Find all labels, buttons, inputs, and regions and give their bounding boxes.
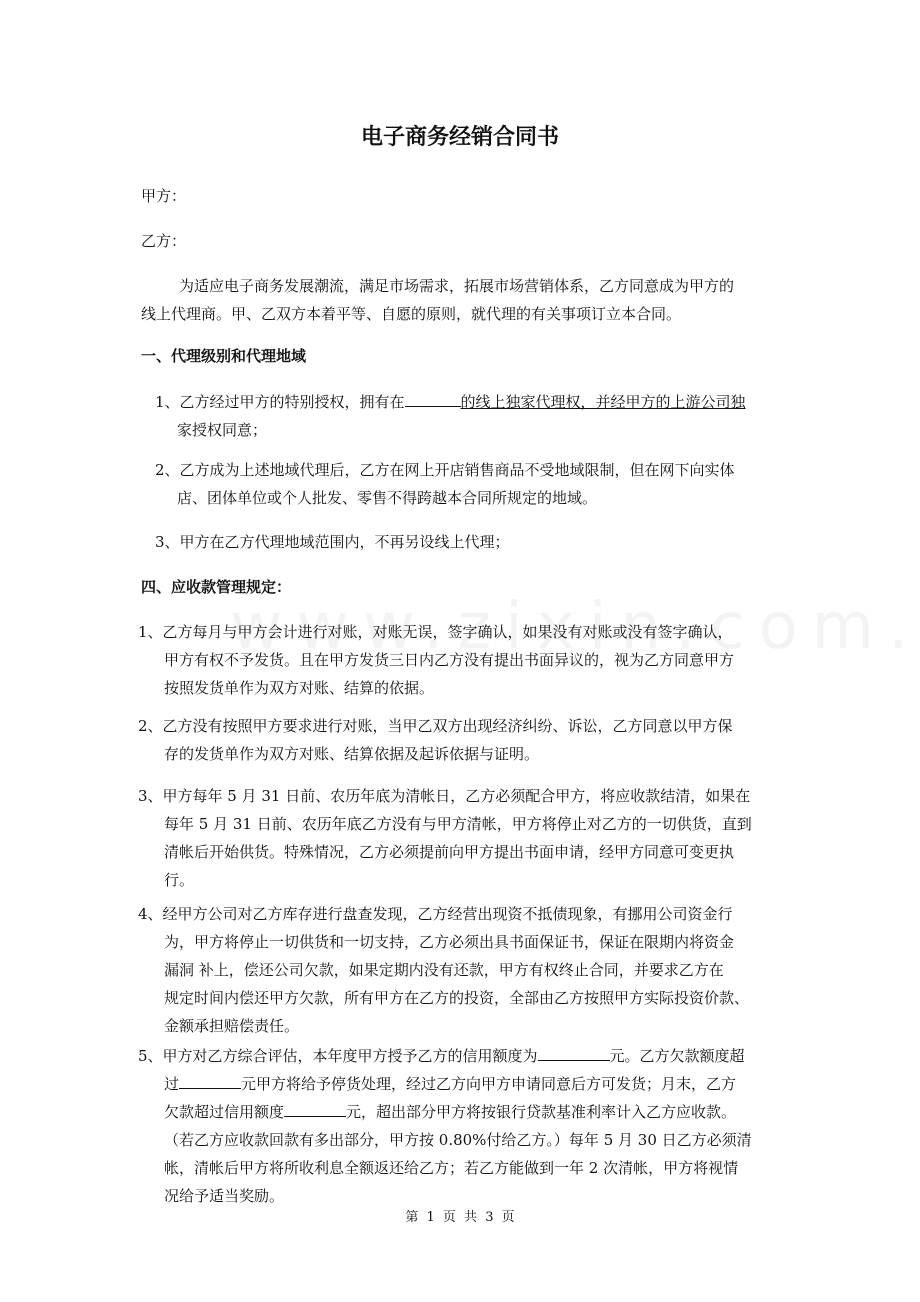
clause-text: 欠款超过信用额度 xyxy=(164,1103,285,1121)
clause-text: 元，超出部分甲方将按银行贷款基准利率计入乙方应收款。 xyxy=(346,1103,737,1121)
clause-line: 2、乙方成为上述地域代理后，乙方在网上开店销售商品不受地域限制，但在网下向实体 xyxy=(155,461,735,479)
clause-line: 家授权同意； xyxy=(177,421,268,439)
section-4-item-3 xyxy=(138,782,752,894)
clause-line: 漏洞 补上，偿还公司欠款，如果定期内没有还款，甲方有权终止合同，并要求乙方在 xyxy=(164,961,724,979)
clause-line: 况给予适当奖励。 xyxy=(164,1187,285,1205)
section-1-item-3 xyxy=(155,528,510,556)
clause-line: 按照发货单作为双方对账、结算的依据。 xyxy=(164,679,435,697)
section-4-item-2 xyxy=(138,712,733,768)
clause-line: 每年 5 月 31 日前、农历年底乙方没有与甲方清帐，甲方将停止对乙方的一切供货，直到 xyxy=(164,815,752,833)
clause-text: 元。乙方欠款额度超 xyxy=(609,1047,745,1065)
page-footer: 第 1 页 共 3 页 xyxy=(405,1210,515,1225)
region-blank xyxy=(405,388,461,407)
clause-line: 3、甲方每年 5 月 31 日前、农历年底为清帐日，乙方必须配合甲方，将应收款结清，如果在 xyxy=(138,787,751,805)
clause-line: 存的发货单作为双方对账、结算依据及起诉依据与证明。 xyxy=(164,745,540,763)
intro-line: 线上代理商。甲、乙双方本着平等、自愿的原则，就代理的有关事项订立本合同。 xyxy=(141,305,682,323)
clause-line: （若乙方应收款回款有多出部分，甲方按 0.80%付给乙方。）每年 5 月 30 日乙方必须清 xyxy=(164,1131,752,1149)
clause-line: 帐，清帐后甲方将所收利息全额返还给乙方；若乙方能做到一年 2 次清帐，甲方将视情 xyxy=(164,1159,739,1177)
party-b-label: 乙方： xyxy=(141,232,187,250)
clause-line: 为，甲方将停止一切供货和一切支持，乙方必须出具书面保证书，保证在限期内将资金 xyxy=(164,933,735,951)
clause-line: 店、团体单位或个人批发、零售不得跨越本合同所规定的地域。 xyxy=(177,489,598,507)
clause-text: 的线上独家代理权，并经甲方的上游公司独 xyxy=(460,393,746,411)
clause-line: 甲方有权不予发货。且在甲方发货三日内乙方没有提出书面异议的，视为乙方同意甲方 xyxy=(164,651,735,669)
clause-line: 3、甲方在乙方代理地域范围内，不再另设线上代理； xyxy=(155,533,510,551)
section-4-heading: 四、应收款管理规定： xyxy=(141,578,292,596)
section-1-item-2 xyxy=(155,456,735,512)
clause-line: 清帐后开始供货。特殊情况，乙方必须提前向甲方提出书面申请，经甲方同意可变更执 xyxy=(164,843,735,861)
section-4-item-1 xyxy=(138,618,734,702)
clause-text: 过 xyxy=(164,1075,180,1093)
clause-line: 1、乙方每月与甲方会计进行对账，对账无误，签字确认，如果没有对账或没有签字确认， xyxy=(138,623,733,641)
intro-line: 为适应电子商务发展潮流，满足市场需求，拓展市场营销体系，乙方同意成为甲方的 xyxy=(179,277,735,295)
clause-line: 2、乙方没有按照甲方要求进行对账，当甲乙双方出现经济纠纷、诉讼，乙方同意以甲方保 xyxy=(138,717,733,735)
clause-line: 规定时间内偿还甲方欠款，所有甲方在乙方的投资，全部由乙方按照甲方实际投资价款、 xyxy=(164,989,750,1007)
clause-text: 5、甲方对乙方综合评估，本年度甲方授予乙方的信用额度为 xyxy=(138,1047,538,1065)
clause-text: 元甲方将给予停货处理，经过乙方向甲方申请同意后方可发货；月末，乙方 xyxy=(241,1075,737,1093)
party-a-label: 甲方： xyxy=(141,187,187,205)
clause-line: 行。 xyxy=(164,871,195,889)
excess-amount-blank xyxy=(284,1098,346,1117)
section-4-item-5 xyxy=(138,1042,752,1210)
overdue-amount-blank xyxy=(179,1070,241,1089)
credit-limit-blank xyxy=(538,1042,610,1061)
document-title: 电子商务经销合同书 xyxy=(360,125,559,150)
intro-paragraph xyxy=(141,272,734,328)
section-1-heading: 一、代理级别和代理地域 xyxy=(141,347,307,365)
section-4-item-4 xyxy=(138,900,749,1040)
clause-text: 1、乙方经过甲方的特别授权，拥有在 xyxy=(155,393,405,411)
clause-line: 金额承担赔偿责任。 xyxy=(164,1017,300,1035)
clause-line: 4、经甲方公司对乙方库存进行盘查发现，乙方经营出现资不抵债现象，有挪用公司资金行 xyxy=(138,905,733,923)
section-1-item-1 xyxy=(155,388,746,444)
